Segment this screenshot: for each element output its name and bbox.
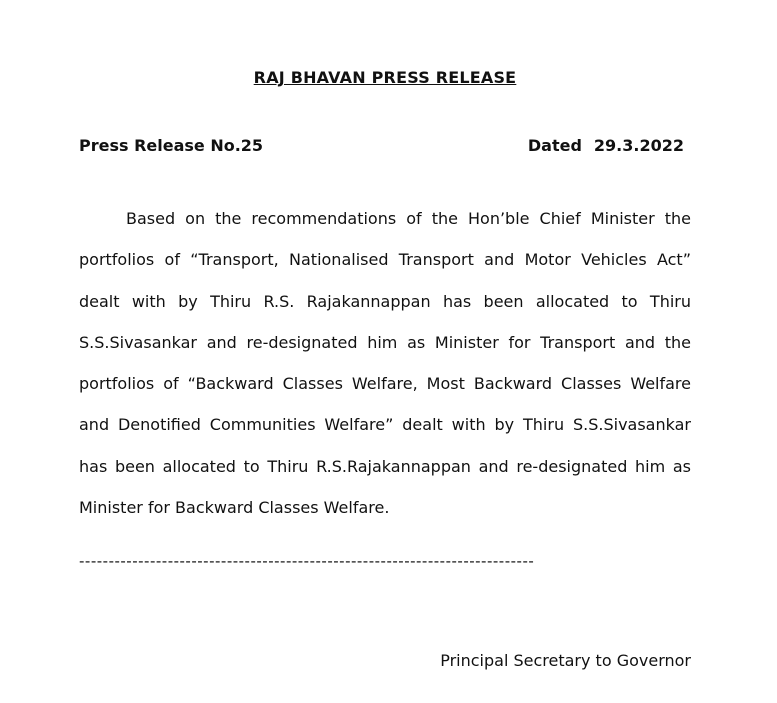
release-date-group (528, 136, 684, 155)
document-title: RAJ BHAVAN PRESS RELEASE (253, 68, 517, 87)
signature-line: Principal Secretary to Governor (440, 651, 691, 670)
release-body-paragraph: Based on the recommendations of the Hon’ble Chief Minister the portfolios of “Transport, Nationalised Transport and Motor Vehicles Act” dealt with by Thiru R.S. Rajakannappan has been allocated to Thiru S.S.Sivasankar and re-designated him as Minister for Transport and the portfolios of “Backward Classes Welfare, Most Backward Classes Welfare and Denotified Communities Welfare” dealt with by Thiru S.S.Sivasankar has been allocated to Thiru R.S.Rajakannappan and re-designated him as Minister for Backward Classes Welfare. (79, 209, 691, 518)
dated-label: Dated (527, 136, 582, 155)
release-date: 29.3.2022 (593, 136, 684, 155)
dashed-divider: ----------------------------------------------------------------------------- (79, 552, 535, 570)
release-meta-row (79, 136, 684, 155)
press-release-number: Press Release No.25 (79, 136, 264, 155)
